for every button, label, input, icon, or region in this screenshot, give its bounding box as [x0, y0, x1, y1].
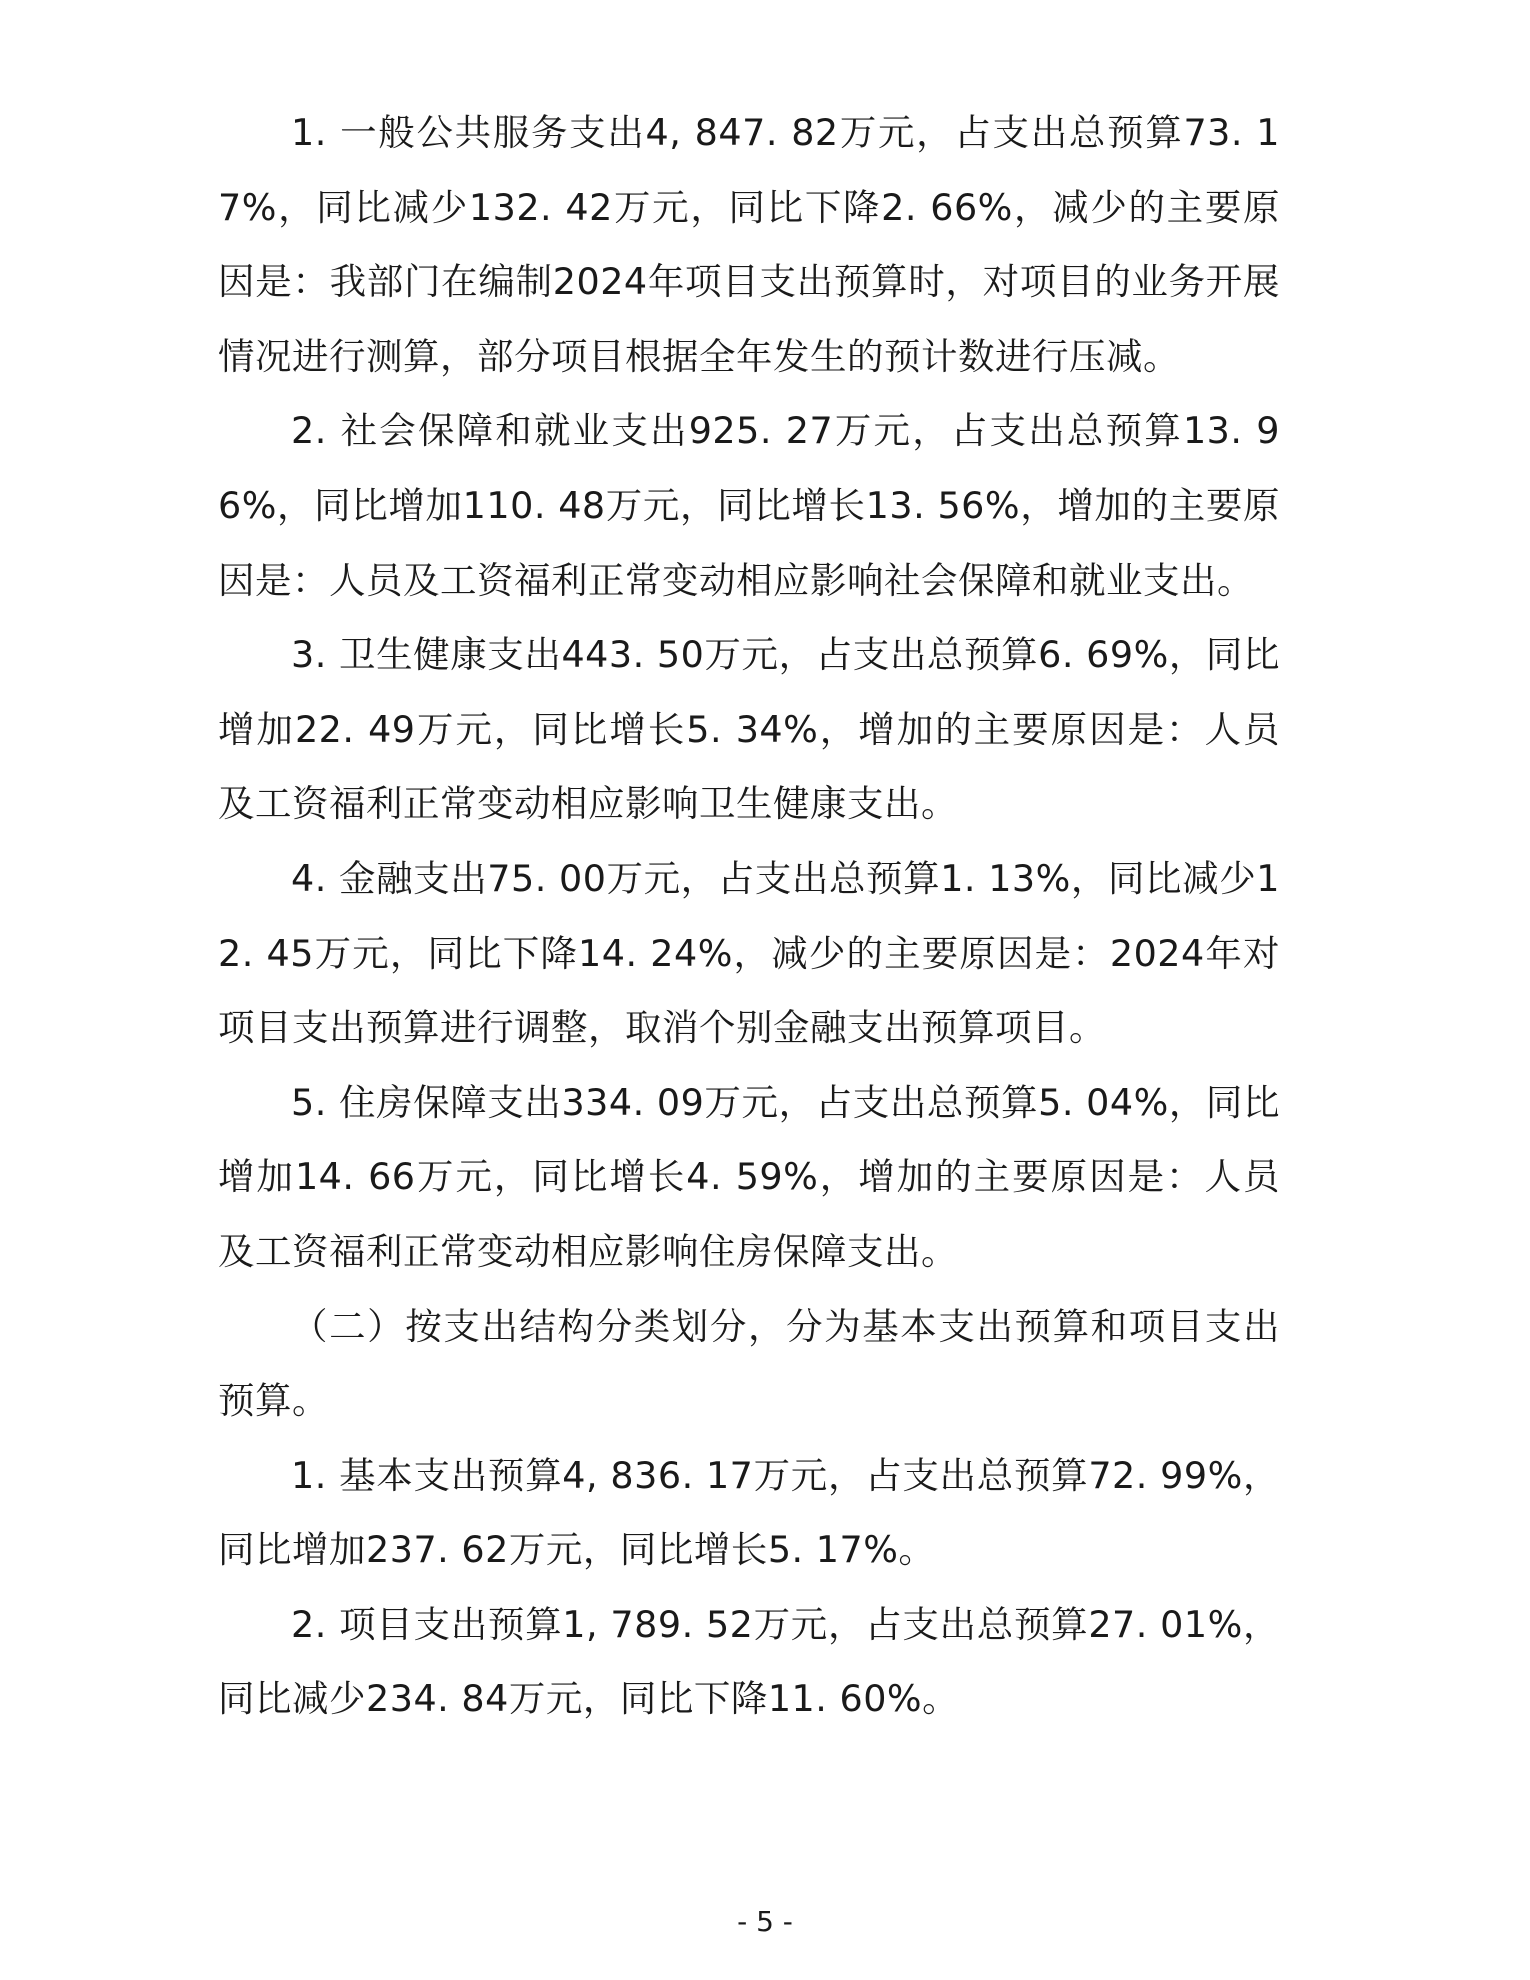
- paragraph-general-public-services: 1. 一般公共服务支出4, 847. 82万元，占支出总预算73. 17%，同比减少132. 42万元，同比下降2. 66%，减少的主要原因是：我部门在编制2024年项目支出预算时，对项目的业务开展情况进行测算，部分项目根据全年发生的预计数进行压减。: [218, 111, 1280, 378]
- paragraph-housing: 5. 住房保障支出334. 09万元，占支出总预算5. 04%，同比增加14. 66万元，同比增长4. 59%，增加的主要原因是：人员及工资福利正常变动相应影响住房保障支出。: [218, 1080, 1280, 1273]
- page-number: - 5 -: [737, 1905, 793, 1938]
- paragraph-project-expenditure: 2. 项目支出预算1, 789. 52万元，占支出总预算27. 01%，同比减少234. 84万元，同比下降11. 60%。: [218, 1602, 1280, 1721]
- paragraph-basic-expenditure: 1. 基本支出预算4, 836. 17万元，占支出总预算72. 99%，同比增加237. 62万元，同比增长5. 17%。: [218, 1453, 1280, 1572]
- paragraph-finance: 4. 金融支出75. 00万元，占支出总预算1. 13%，同比减少12. 45万元，同比下降14. 24%，减少的主要原因是：2024年对项目支出预算进行调整，取消个别金融支出预算项目。: [218, 856, 1280, 1050]
- paragraph-social-security: 2. 社会保障和就业支出925. 27万元，占支出总预算13. 96%，同比增加110. 48万元，同比增长13. 56%，增加的主要原因是：人员及工资福利正常变动相应影响社会保障和就业支出。: [218, 409, 1280, 602]
- section-heading-expenditure-structure: （二）按支出结构分类划分，分为基本支出预算和项目支出预算。: [218, 1304, 1280, 1423]
- document-body: [218, 96, 1280, 1737]
- paragraph-health: 3. 卫生健康支出443. 50万元，占支出总预算6. 69%，同比增加22. 49万元，同比增长5. 34%，增加的主要原因是：人员及工资福利正常变动相应影响卫生健康支出。: [218, 633, 1280, 826]
